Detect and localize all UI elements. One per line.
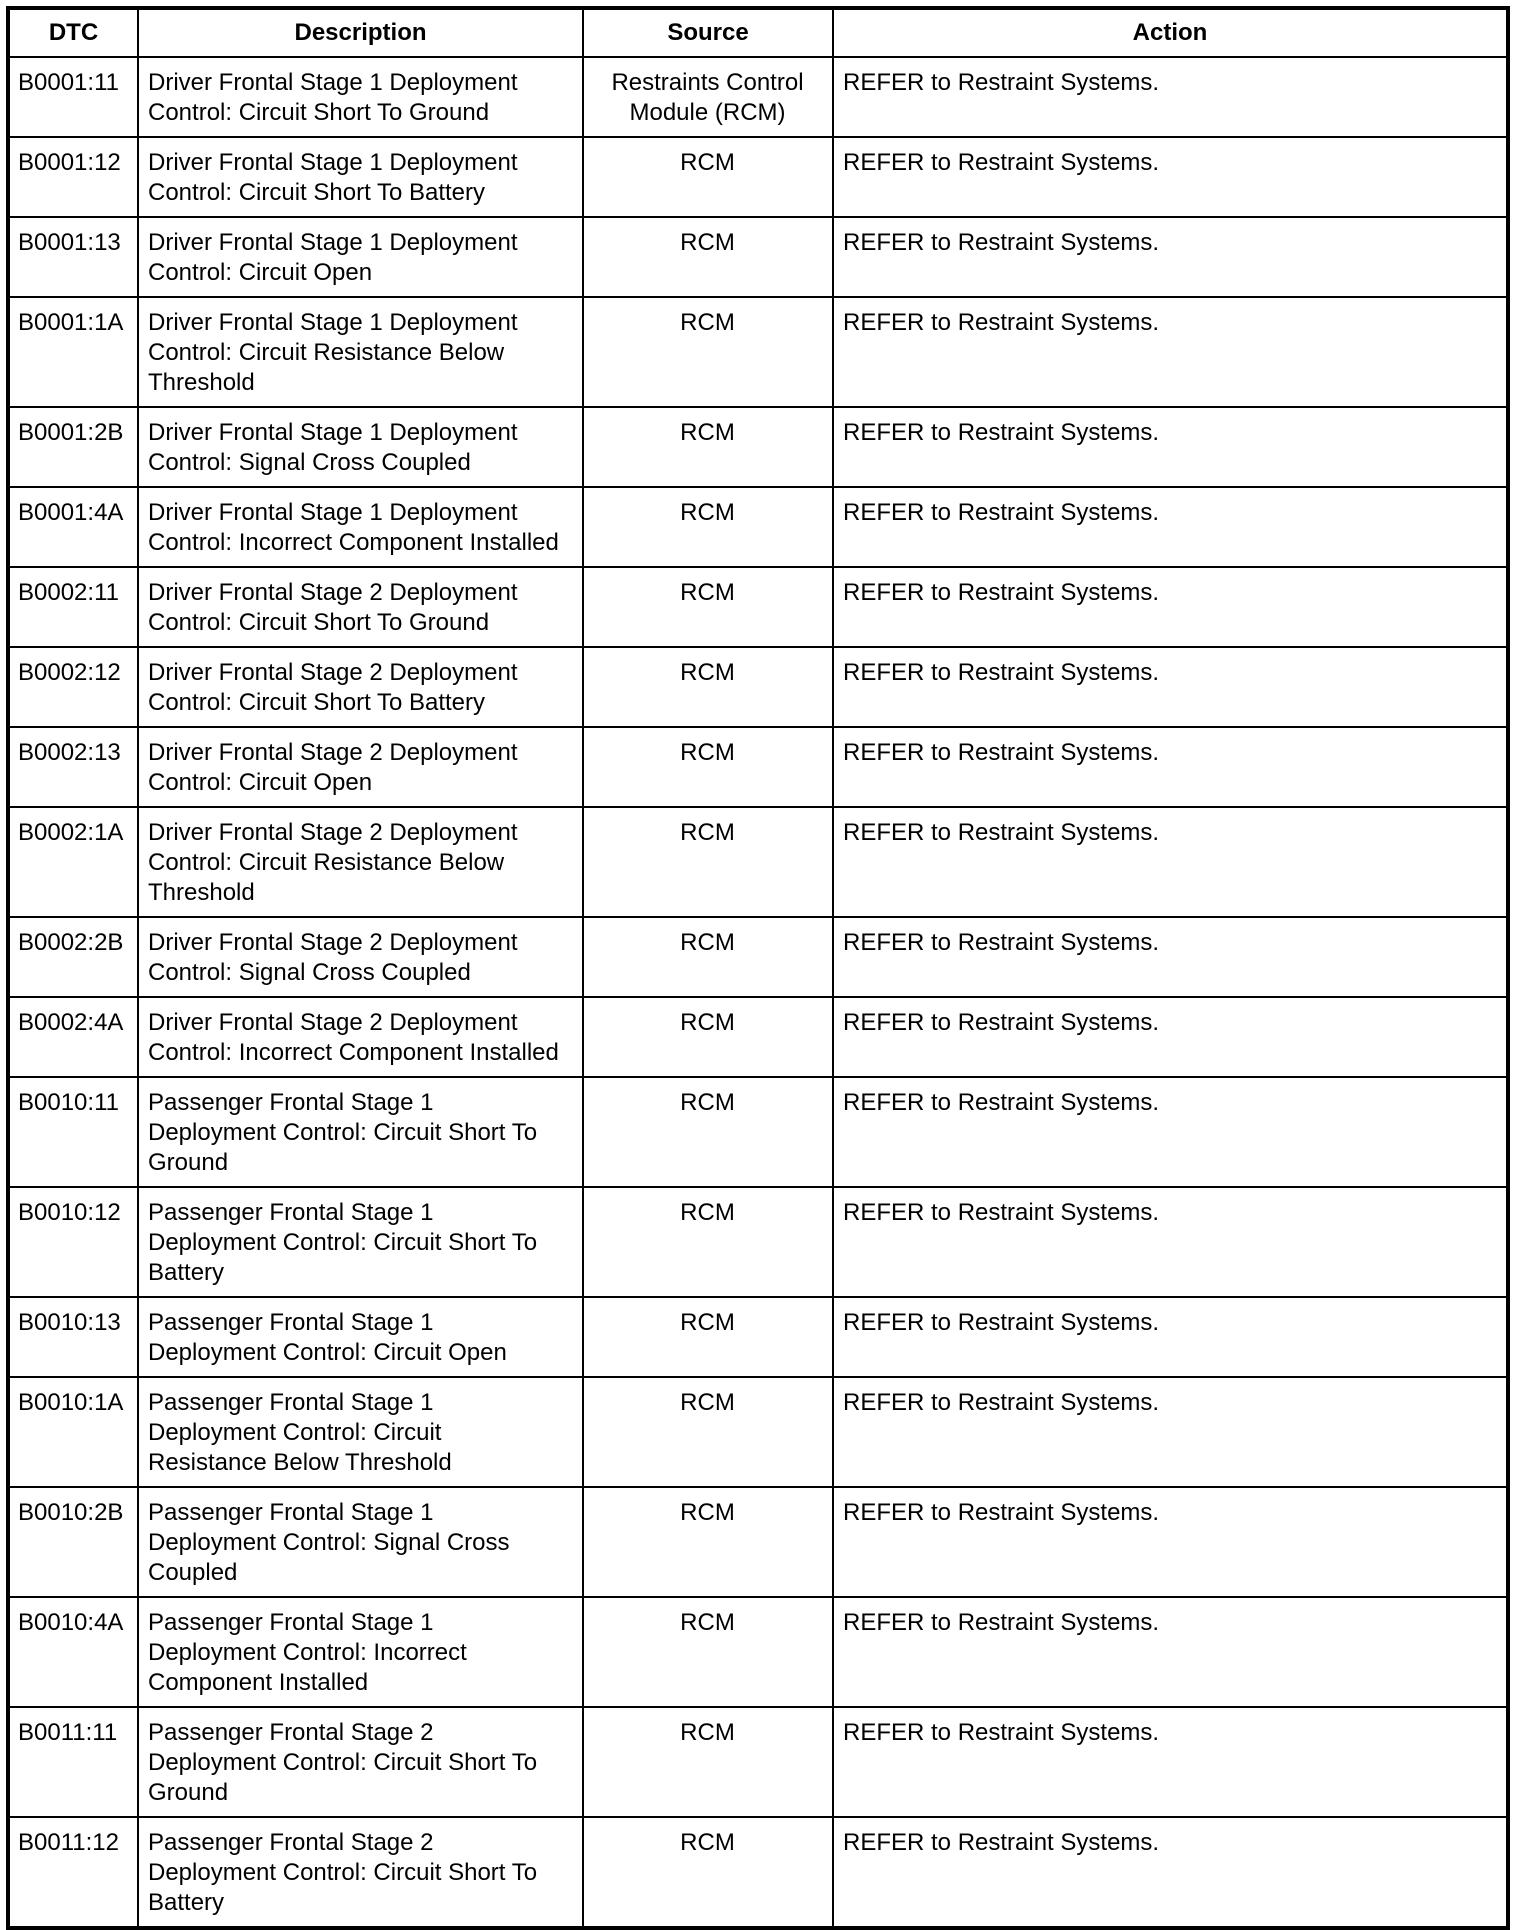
source-line: RCM — [680, 819, 735, 846]
description-line: Control: Signal Cross Coupled — [148, 449, 471, 476]
description-line: Deployment Control: Incorrect — [148, 1639, 467, 1666]
dtc-source — [583, 1187, 833, 1297]
source-line: RCM — [680, 1009, 735, 1036]
source-line: RCM — [680, 1719, 735, 1746]
description-line: Passenger Frontal Stage 1 — [148, 1609, 434, 1636]
dtc-source — [583, 727, 833, 807]
dtc-source — [583, 57, 833, 137]
description-line: Driver Frontal Stage 2 Deployment — [148, 1009, 518, 1036]
dtc-action: REFER to Restraint Systems. — [833, 297, 1508, 407]
source-line: RCM — [680, 579, 735, 606]
dtc-action: REFER to Restraint Systems. — [833, 997, 1508, 1077]
description-line: Driver Frontal Stage 1 Deployment — [148, 69, 518, 96]
source-line: RCM — [680, 1309, 735, 1336]
dtc-code: B0002:2B — [8, 917, 138, 997]
dtc-action: REFER to Restraint Systems. — [833, 217, 1508, 297]
source-line: RCM — [680, 1389, 735, 1416]
dtc-source — [583, 1077, 833, 1187]
table-row — [8, 407, 1508, 487]
description-line: Driver Frontal Stage 2 Deployment — [148, 819, 518, 846]
header-action: Action — [833, 8, 1508, 57]
description-line: Passenger Frontal Stage 1 — [148, 1089, 434, 1116]
dtc-code: B0001:11 — [8, 57, 138, 137]
description-line: Deployment Control: Circuit — [148, 1419, 442, 1446]
table-row — [8, 1817, 1508, 1928]
table-row — [8, 917, 1508, 997]
description-line: Passenger Frontal Stage 2 — [148, 1829, 434, 1856]
dtc-description — [138, 1817, 583, 1928]
dtc-code: B0001:12 — [8, 137, 138, 217]
description-line: Threshold — [148, 879, 255, 906]
dtc-description — [138, 647, 583, 727]
dtc-action: REFER to Restraint Systems. — [833, 1817, 1508, 1928]
description-line: Driver Frontal Stage 2 Deployment — [148, 659, 518, 686]
dtc-source — [583, 807, 833, 917]
dtc-code: B0001:4A — [8, 487, 138, 567]
header-row — [8, 8, 1508, 57]
description-line: Deployment Control: Circuit Open — [148, 1339, 507, 1366]
table-row — [8, 487, 1508, 567]
dtc-table — [6, 6, 1510, 1930]
dtc-source — [583, 217, 833, 297]
dtc-code: B0002:1A — [8, 807, 138, 917]
dtc-code: B0001:2B — [8, 407, 138, 487]
dtc-source — [583, 1597, 833, 1707]
dtc-source — [583, 1817, 833, 1928]
description-line: Ground — [148, 1779, 229, 1806]
description-line: Control: Incorrect Component Installed — [148, 1039, 559, 1066]
description-line: Battery — [148, 1889, 225, 1916]
dtc-description — [138, 1707, 583, 1817]
source-line: RCM — [680, 1089, 735, 1116]
description-line: Deployment Control: Circuit Short To — [148, 1119, 538, 1146]
dtc-description — [138, 487, 583, 567]
dtc-action: REFER to Restraint Systems. — [833, 567, 1508, 647]
dtc-description — [138, 217, 583, 297]
source-line: Restraints Control — [611, 69, 804, 96]
dtc-action: REFER to Restraint Systems. — [833, 727, 1508, 807]
dtc-code: B0010:13 — [8, 1297, 138, 1377]
dtc-action: REFER to Restraint Systems. — [833, 807, 1508, 917]
dtc-description — [138, 1297, 583, 1377]
dtc-source — [583, 1487, 833, 1597]
dtc-action: REFER to Restraint Systems. — [833, 1707, 1508, 1817]
dtc-action: REFER to Restraint Systems. — [833, 1597, 1508, 1707]
header-dtc: DTC — [8, 8, 138, 57]
dtc-description — [138, 997, 583, 1077]
description-line: Deployment Control: Circuit Short To — [148, 1229, 538, 1256]
description-line: Deployment Control: Signal Cross — [148, 1529, 510, 1556]
source-line: RCM — [680, 229, 735, 256]
description-line: Driver Frontal Stage 1 Deployment — [148, 229, 518, 256]
table-row — [8, 1707, 1508, 1817]
table-row — [8, 567, 1508, 647]
header-description: Description — [138, 8, 583, 57]
description-line: Deployment Control: Circuit Short To — [148, 1749, 538, 1776]
description-line: Control: Circuit Open — [148, 769, 373, 796]
dtc-code: B0011:12 — [8, 1817, 138, 1928]
description-line: Driver Frontal Stage 1 Deployment — [148, 149, 518, 176]
description-line: Control: Circuit Resistance Below — [148, 339, 505, 366]
description-line: Driver Frontal Stage 2 Deployment — [148, 579, 518, 606]
dtc-code: B0002:11 — [8, 567, 138, 647]
dtc-action: REFER to Restraint Systems. — [833, 407, 1508, 487]
dtc-description — [138, 727, 583, 807]
dtc-action: REFER to Restraint Systems. — [833, 1187, 1508, 1297]
dtc-action: REFER to Restraint Systems. — [833, 1077, 1508, 1187]
description-line: Passenger Frontal Stage 1 — [148, 1309, 434, 1336]
description-line: Coupled — [148, 1559, 238, 1586]
dtc-code: B0002:12 — [8, 647, 138, 727]
dtc-description — [138, 407, 583, 487]
table-row — [8, 1597, 1508, 1707]
description-line: Driver Frontal Stage 2 Deployment — [148, 739, 518, 766]
description-line: Passenger Frontal Stage 1 — [148, 1199, 434, 1226]
dtc-description — [138, 1077, 583, 1187]
dtc-action: REFER to Restraint Systems. — [833, 1487, 1508, 1597]
table-row — [8, 1297, 1508, 1377]
dtc-source — [583, 1377, 833, 1487]
dtc-code: B0010:1A — [8, 1377, 138, 1487]
dtc-action: REFER to Restraint Systems. — [833, 1377, 1508, 1487]
dtc-description — [138, 297, 583, 407]
description-line: Passenger Frontal Stage 2 — [148, 1719, 434, 1746]
dtc-source — [583, 137, 833, 217]
header-source: Source — [583, 8, 833, 57]
table-row — [8, 1187, 1508, 1297]
dtc-source — [583, 1297, 833, 1377]
description-line: Driver Frontal Stage 1 Deployment — [148, 419, 518, 446]
dtc-description — [138, 137, 583, 217]
description-line: Driver Frontal Stage 1 Deployment — [148, 499, 518, 526]
description-line: Control: Incorrect Component Installed — [148, 529, 559, 556]
source-line: RCM — [680, 1199, 735, 1226]
source-line: RCM — [680, 659, 735, 686]
dtc-description — [138, 807, 583, 917]
source-line: RCM — [680, 419, 735, 446]
dtc-description — [138, 1377, 583, 1487]
source-line: RCM — [680, 309, 735, 336]
description-line: Control: Signal Cross Coupled — [148, 959, 471, 986]
table-row — [8, 297, 1508, 407]
source-line: RCM — [680, 739, 735, 766]
dtc-action: REFER to Restraint Systems. — [833, 57, 1508, 137]
table-row — [8, 1487, 1508, 1597]
source-line: RCM — [680, 1609, 735, 1636]
dtc-code: B0001:13 — [8, 217, 138, 297]
dtc-source — [583, 917, 833, 997]
description-line: Control: Circuit Short To Battery — [148, 179, 486, 206]
dtc-source — [583, 567, 833, 647]
dtc-action: REFER to Restraint Systems. — [833, 647, 1508, 727]
description-line: Threshold — [148, 369, 255, 396]
dtc-code: B0010:2B — [8, 1487, 138, 1597]
description-line: Resistance Below Threshold — [148, 1449, 452, 1476]
table-row — [8, 57, 1508, 137]
source-line: Module (RCM) — [629, 99, 786, 126]
dtc-source — [583, 997, 833, 1077]
description-line: Passenger Frontal Stage 1 — [148, 1389, 434, 1416]
description-line: Passenger Frontal Stage 1 — [148, 1499, 434, 1526]
description-line: Control: Circuit Open — [148, 259, 373, 286]
table-row — [8, 807, 1508, 917]
source-line: RCM — [680, 499, 735, 526]
description-line: Control: Circuit Short To Battery — [148, 689, 486, 716]
description-line: Control: Circuit Resistance Below — [148, 849, 505, 876]
table-row — [8, 997, 1508, 1077]
source-line: RCM — [680, 1829, 735, 1856]
dtc-action: REFER to Restraint Systems. — [833, 487, 1508, 567]
dtc-code: B0001:1A — [8, 297, 138, 407]
dtc-description — [138, 567, 583, 647]
dtc-source — [583, 407, 833, 487]
table-row — [8, 137, 1508, 217]
source-line: RCM — [680, 929, 735, 956]
table-row — [8, 1077, 1508, 1187]
dtc-action: REFER to Restraint Systems. — [833, 917, 1508, 997]
dtc-description — [138, 57, 583, 137]
dtc-action: REFER to Restraint Systems. — [833, 1297, 1508, 1377]
dtc-code: B0010:11 — [8, 1077, 138, 1187]
description-line: Battery — [148, 1259, 225, 1286]
dtc-description — [138, 1597, 583, 1707]
table-row — [8, 647, 1508, 727]
description-line: Driver Frontal Stage 1 Deployment — [148, 309, 518, 336]
source-line: RCM — [680, 1499, 735, 1526]
dtc-description — [138, 1487, 583, 1597]
dtc-description — [138, 1187, 583, 1297]
table-body — [8, 57, 1508, 1928]
dtc-action: REFER to Restraint Systems. — [833, 137, 1508, 217]
table-row — [8, 727, 1508, 807]
dtc-code: B0011:11 — [8, 1707, 138, 1817]
description-line: Ground — [148, 1149, 229, 1176]
dtc-code: B0010:12 — [8, 1187, 138, 1297]
dtc-source — [583, 1707, 833, 1817]
dtc-source — [583, 297, 833, 407]
dtc-code: B0010:4A — [8, 1597, 138, 1707]
table-header — [8, 8, 1508, 57]
description-line: Driver Frontal Stage 2 Deployment — [148, 929, 518, 956]
table-row — [8, 1377, 1508, 1487]
description-line: Component Installed — [148, 1669, 369, 1696]
dtc-source — [583, 487, 833, 567]
dtc-source — [583, 647, 833, 727]
table-row — [8, 217, 1508, 297]
description-line: Deployment Control: Circuit Short To — [148, 1859, 538, 1886]
source-line: RCM — [680, 149, 735, 176]
description-line: Control: Circuit Short To Ground — [148, 99, 490, 126]
dtc-description — [138, 917, 583, 997]
description-line: Control: Circuit Short To Ground — [148, 609, 490, 636]
dtc-code: B0002:13 — [8, 727, 138, 807]
dtc-code: B0002:4A — [8, 997, 138, 1077]
